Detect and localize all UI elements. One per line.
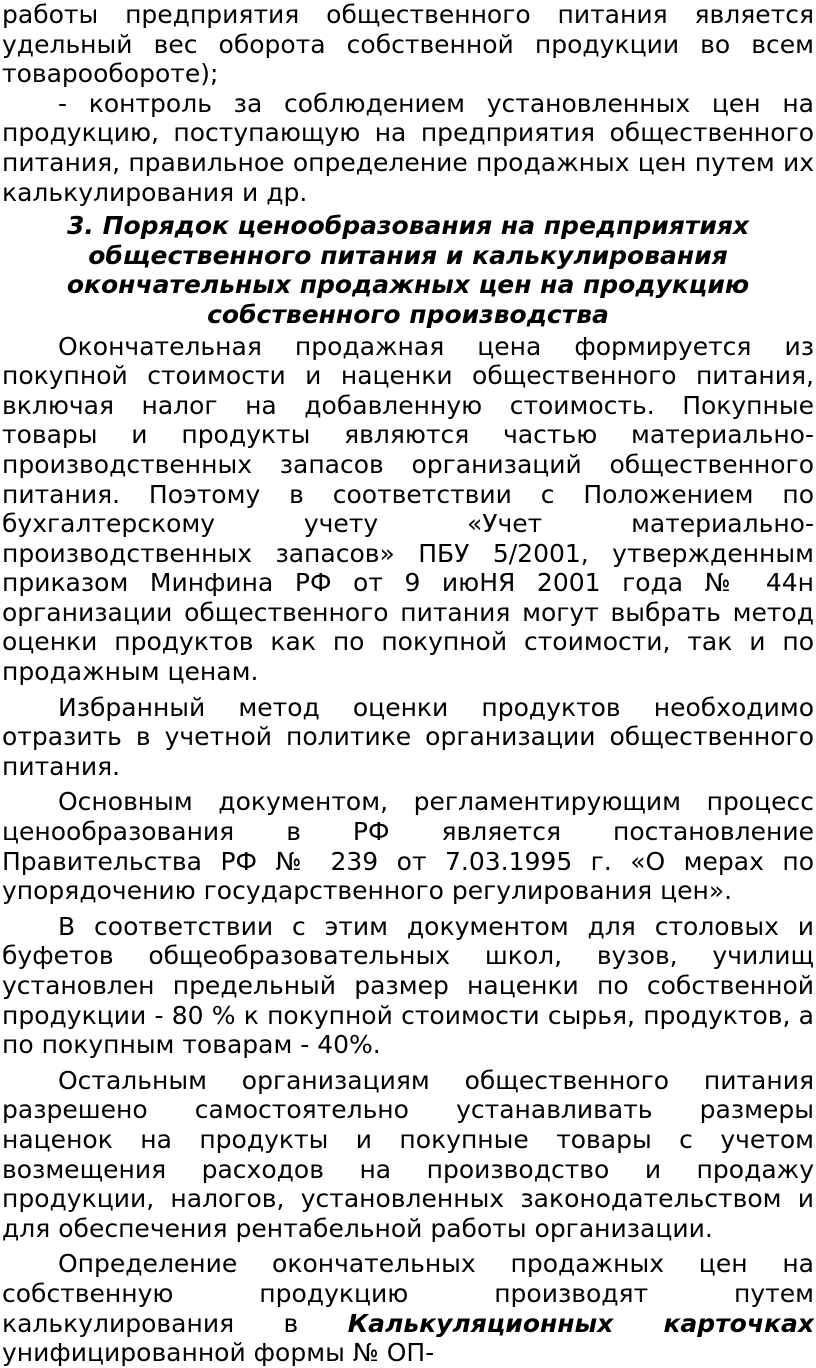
calculation-text-start: Определение окончательных продажных цен на собственную продукцию производят путем калькулирования в bbox=[2, 1249, 814, 1338]
section-heading-line-4: собственного производства bbox=[207, 299, 609, 329]
calculation-text-end: унифицированной формы № ОП- bbox=[2, 1338, 435, 1368]
calculation-cards-term: Калькуляционных карточках bbox=[347, 1308, 814, 1338]
document-page bbox=[2, 0, 814, 1368]
paragraph-price-control: - контроль за соблюдением установленных цен на продукцию, поступающую на предприятия общественного питания, правильное определение продажных цен путем их калькулирования и др. bbox=[2, 88, 814, 207]
paragraph-markup-limit: В соответствии с этим документом для столовых и буфетов общеобразовательных школ, вузов, училищ установлен предельный размер наценки по собственной продукции - 80 % к покупной стоимости сырья, продуктов, а по покупным товарам - 40%. bbox=[2, 911, 814, 1060]
paragraph-accounting-policy: Избранный метод оценки продуктов необходимо отразить в учетной политике организации общественного питания. bbox=[2, 692, 814, 781]
paragraph-main-document: Основным документом, регламентирующим процесс ценообразования в РФ является постановление Правительства РФ № 239 от 7.03.1995 г. «О мерах по упорядочению государственного регулирования цен». bbox=[2, 787, 814, 906]
paragraph-price-formation: Окончательная продажная цена формируется из покупной стоимости и наценки общественного питания, включая налог на добавленную стоимость. Покупные товары и продукты являются частью материально-производственных запасов организаций общественного питания. Поэтому в соответствии с Положением по бухгалтерскому учету «Учет материально-производственных запасов» ПБУ 5/2001, утвержденным приказом Минфина РФ от 9 июНЯ 2001 года № 44н организации общественного питания могут выбрать метод оценки продуктов как по покупной стоимости, так и по продажным ценам. bbox=[2, 331, 814, 687]
section-heading bbox=[2, 211, 814, 329]
paragraph-calculation bbox=[2, 1249, 814, 1367]
section-heading-line-2: общественного питания и калькулирования bbox=[88, 240, 728, 270]
paragraph-other-organizations: Остальным организациям общественного питания разрешено самостоятельно устанавливать размеры наценок на продукты и покупные товары с учетом возмещения расходов на производство и продажу продукции, налогов, установленных законодательством и для обеспечения рентабельной работы организации. bbox=[2, 1065, 814, 1243]
section-heading-line-1: 3. Порядок ценообразования на предприятиях bbox=[66, 211, 750, 241]
paragraph-continuation: работы предприятия общественного питания является удельный вес оборота собственной продукции во всем товарообороте); bbox=[2, 0, 814, 89]
section-heading-line-3: окончательных продажных цен на продукцию bbox=[66, 270, 750, 300]
